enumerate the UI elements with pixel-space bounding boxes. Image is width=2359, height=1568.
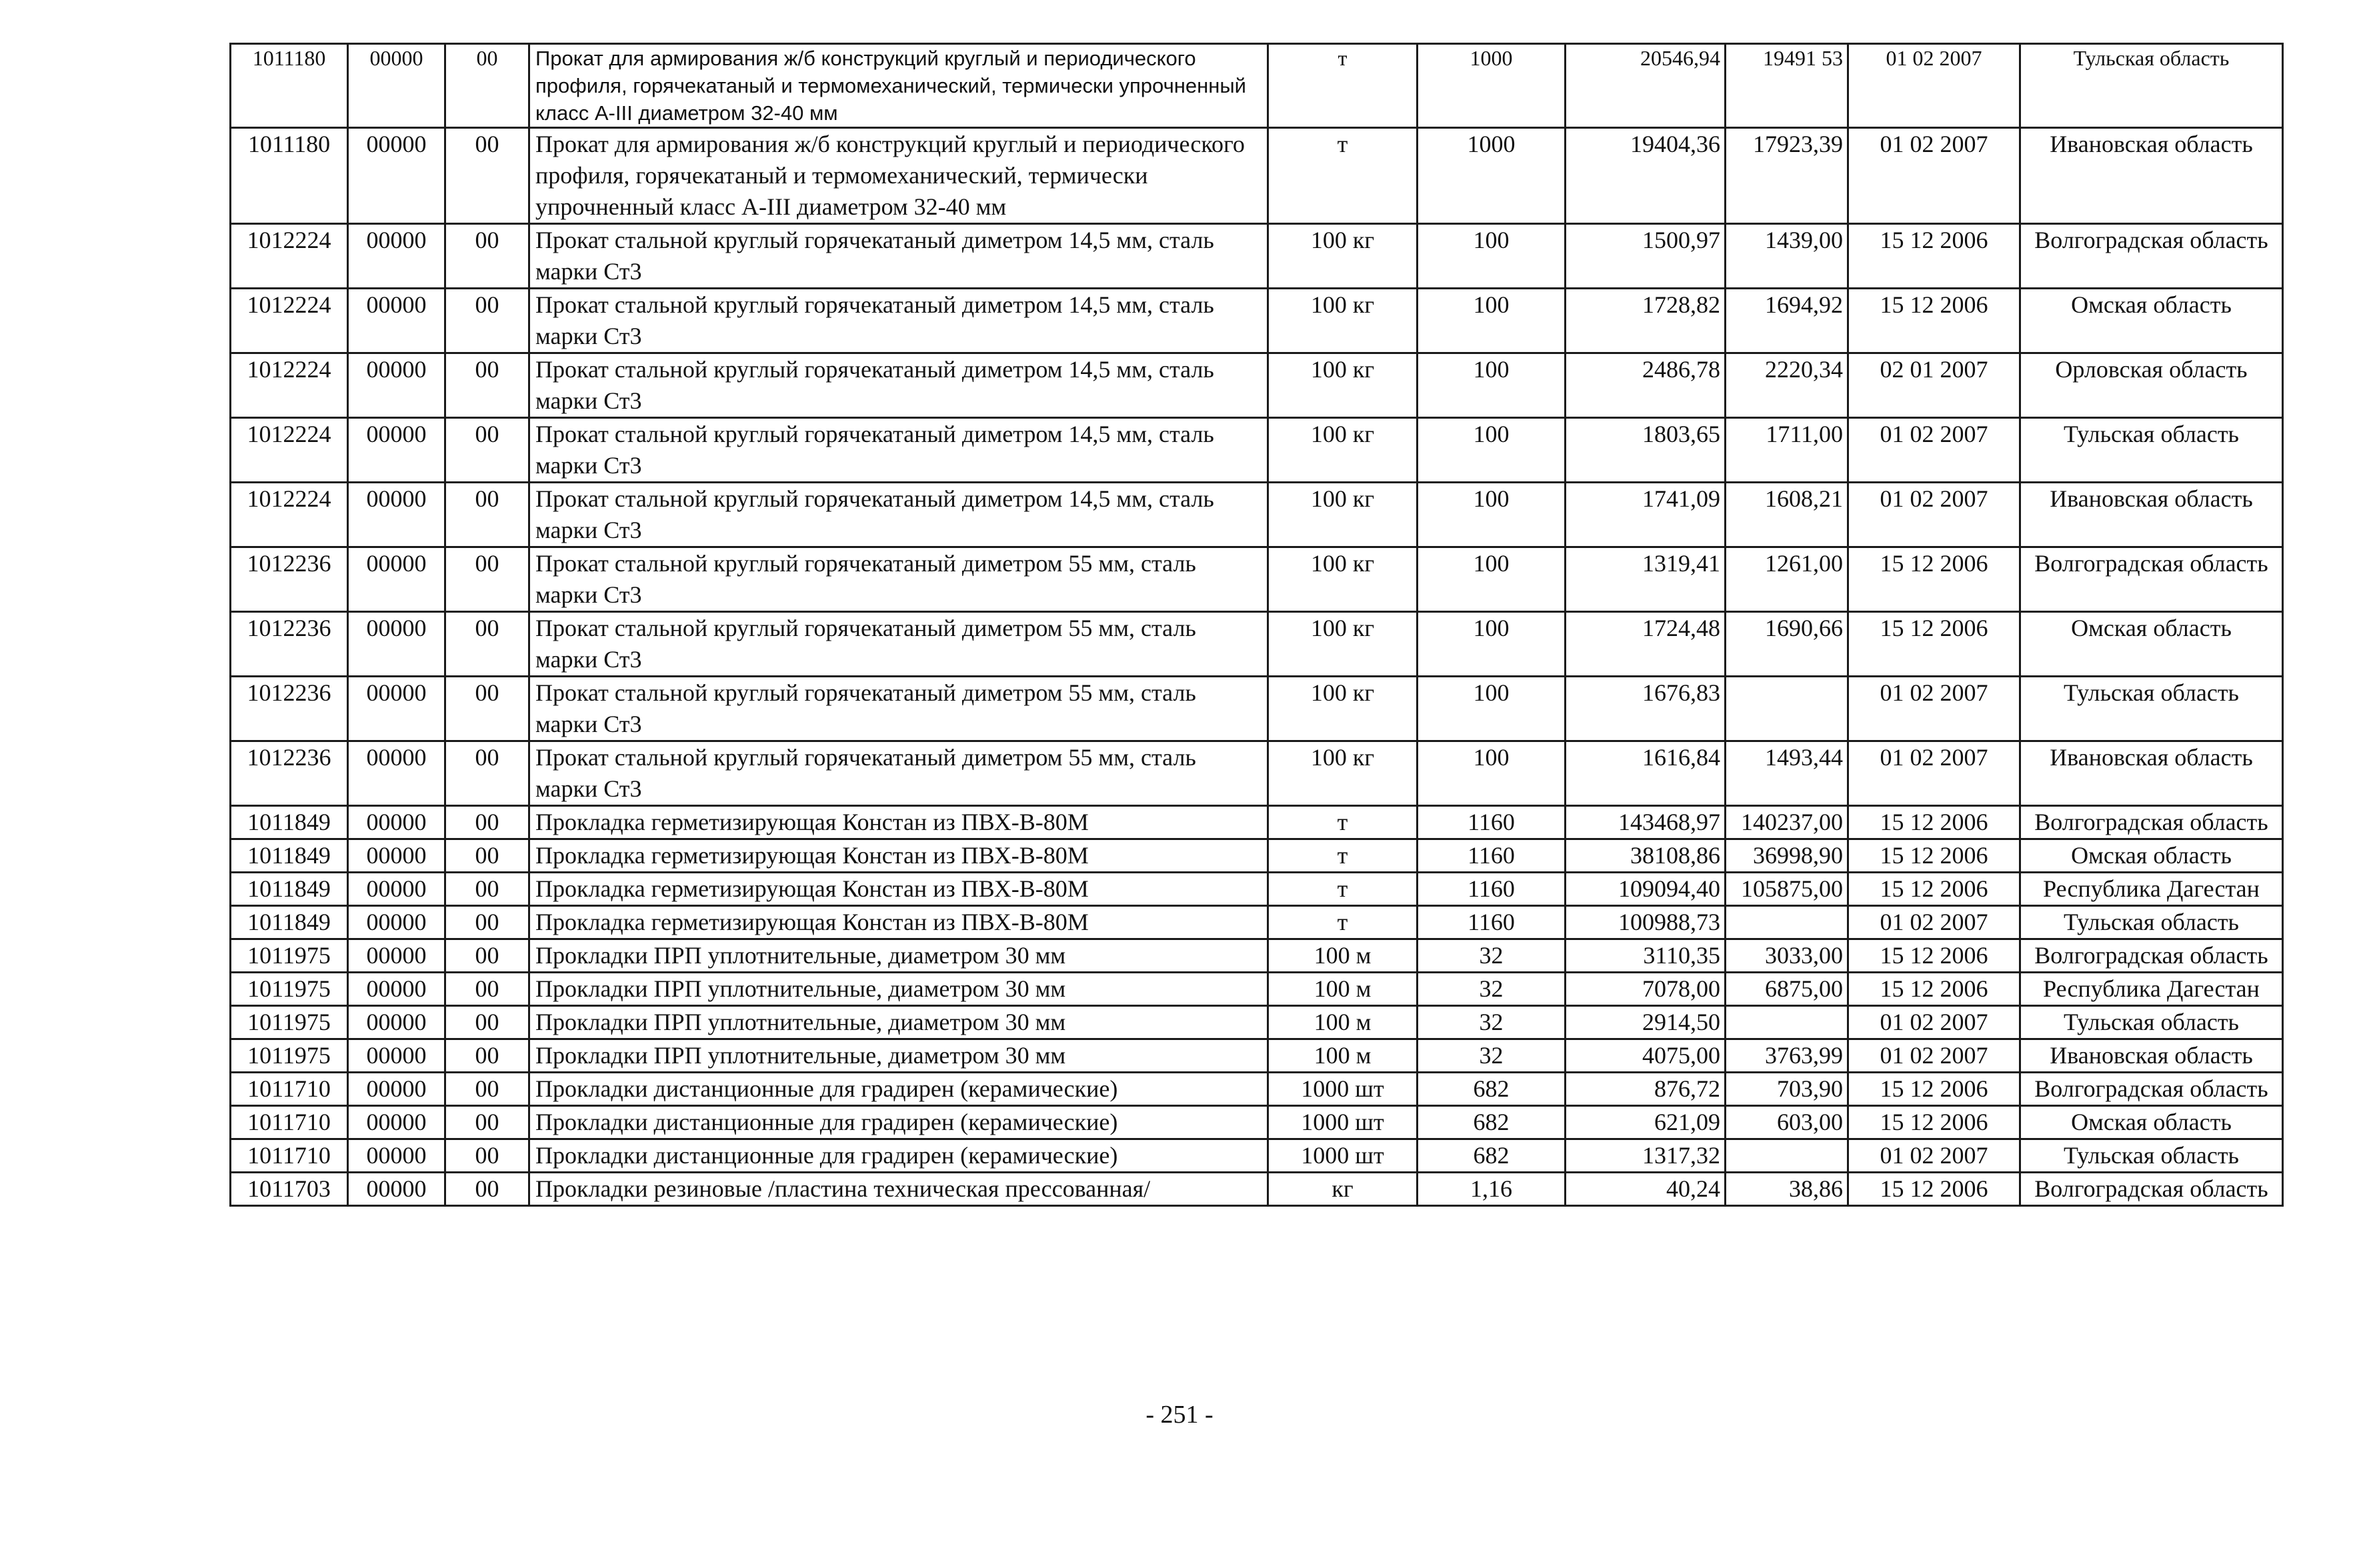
cell-extcode: 00 (445, 128, 529, 224)
cell-date: 01 02 2007 (1848, 128, 2020, 224)
cell-region: Волгоградская область (2020, 1073, 2283, 1106)
cell-date: 01 02 2007 (1848, 483, 2020, 547)
cell-quantity: 100 (1418, 483, 1566, 547)
cell-date: 01 02 2007 (1848, 418, 2020, 483)
cell-extcode: 00 (445, 1006, 529, 1039)
cell-quantity: 100 (1418, 612, 1566, 677)
cell-code: 1012236 (231, 741, 348, 806)
cell-code: 1011849 (231, 806, 348, 839)
cell-subcode: 00000 (348, 353, 445, 418)
cell-extcode: 00 (445, 418, 529, 483)
cell-code: 1011975 (231, 1039, 348, 1073)
cell-quantity: 100 (1418, 741, 1566, 806)
cell-price-without-vat: 2220,34 (1726, 353, 1848, 418)
table-row (231, 289, 2283, 353)
cell-name: Прокладки дистанционные для градирен (керамические) (529, 1073, 1268, 1106)
cell-price-with-vat: 1319,41 (1566, 547, 1726, 612)
cell-region: Тульская область (2020, 418, 2283, 483)
cell-price-with-vat: 109094,40 (1566, 873, 1726, 906)
cell-date: 15 12 2006 (1848, 224, 2020, 289)
table-row (231, 1006, 2283, 1039)
cell-name: Прокат стальной круглый горячекатаный диметром 55 мм, сталь марки Ст3 (529, 741, 1268, 806)
cell-name: Прокладки резиновые /пластина техническая прессованная/ (529, 1173, 1268, 1206)
table-row (231, 906, 2283, 939)
cell-extcode: 00 (445, 906, 529, 939)
cell-date: 15 12 2006 (1848, 612, 2020, 677)
cell-code: 1012224 (231, 224, 348, 289)
cell-subcode: 00000 (348, 1173, 445, 1206)
cell-subcode: 00000 (348, 418, 445, 483)
cell-subcode: 00000 (348, 483, 445, 547)
cell-subcode: 00000 (348, 741, 445, 806)
cell-date: 01 02 2007 (1848, 741, 2020, 806)
cell-extcode: 00 (445, 547, 529, 612)
cell-subcode: 00000 (348, 906, 445, 939)
cell-price-without-vat: 105875,00 (1726, 873, 1848, 906)
cell-name: Прокат стальной круглый горячекатаный диметром 14,5 мм, сталь марки Ст3 (529, 224, 1268, 289)
cell-code: 1011710 (231, 1106, 348, 1139)
cell-quantity: 32 (1418, 1006, 1566, 1039)
cell-date: 15 12 2006 (1848, 873, 2020, 906)
cell-code: 1011975 (231, 1006, 348, 1039)
cell-quantity: 1160 (1418, 906, 1566, 939)
cell-price-with-vat: 1724,48 (1566, 612, 1726, 677)
cell-region: Республика Дагестан (2020, 973, 2283, 1006)
price-table (229, 43, 2284, 1207)
cell-name: Прокат стальной круглый горячекатаный диметром 14,5 мм, сталь марки Ст3 (529, 483, 1268, 547)
table-row (231, 973, 2283, 1006)
table-row (231, 873, 2283, 906)
cell-date: 15 12 2006 (1848, 547, 2020, 612)
table-row (231, 44, 2283, 128)
cell-extcode: 00 (445, 677, 529, 741)
cell-subcode: 00000 (348, 128, 445, 224)
table-row (231, 939, 2283, 973)
cell-name: Прокладки ПРП уплотнительные, диаметром 30 мм (529, 973, 1268, 1006)
cell-extcode: 00 (445, 1106, 529, 1139)
cell-price-with-vat: 1803,65 (1566, 418, 1726, 483)
table-row (231, 1073, 2283, 1106)
cell-region: Ивановская область (2020, 1039, 2283, 1073)
cell-extcode: 00 (445, 806, 529, 839)
cell-subcode: 00000 (348, 677, 445, 741)
cell-quantity: 1000 (1418, 44, 1566, 128)
cell-unit: 100 кг (1268, 741, 1418, 806)
cell-date: 01 02 2007 (1848, 1006, 2020, 1039)
cell-extcode: 00 (445, 839, 529, 873)
cell-price-with-vat: 143468,97 (1566, 806, 1726, 839)
cell-price-without-vat: 703,90 (1726, 1073, 1848, 1106)
cell-price-with-vat: 1317,32 (1566, 1139, 1726, 1173)
cell-region: Волгоградская область (2020, 1173, 2283, 1206)
table-row (231, 353, 2283, 418)
cell-price-without-vat: 1694,92 (1726, 289, 1848, 353)
cell-unit: 100 кг (1268, 483, 1418, 547)
cell-region: Омская область (2020, 289, 2283, 353)
cell-code: 1011710 (231, 1073, 348, 1106)
cell-region: Волгоградская область (2020, 224, 2283, 289)
table-row (231, 1173, 2283, 1206)
cell-extcode: 00 (445, 741, 529, 806)
cell-code: 1012224 (231, 289, 348, 353)
cell-extcode: 00 (445, 612, 529, 677)
cell-price-with-vat: 1676,83 (1566, 677, 1726, 741)
cell-date: 15 12 2006 (1848, 939, 2020, 973)
cell-price-without-vat: 140237,00 (1726, 806, 1848, 839)
cell-region: Омская область (2020, 1106, 2283, 1139)
cell-code: 1011180 (231, 128, 348, 224)
cell-subcode: 00000 (348, 44, 445, 128)
cell-price-without-vat: 38,86 (1726, 1173, 1848, 1206)
cell-name: Прокат стальной круглый горячекатаный диметром 14,5 мм, сталь марки Ст3 (529, 289, 1268, 353)
cell-unit: т (1268, 906, 1418, 939)
cell-name: Прокладка герметизирующая Констан из ПВХ-В-80М (529, 873, 1268, 906)
cell-price-with-vat: 2486,78 (1566, 353, 1726, 418)
cell-region: Ивановская область (2020, 128, 2283, 224)
cell-quantity: 1000 (1418, 128, 1566, 224)
cell-subcode: 00000 (348, 1106, 445, 1139)
cell-price-without-vat (1726, 677, 1848, 741)
cell-region: Волгоградская область (2020, 806, 2283, 839)
cell-quantity: 100 (1418, 547, 1566, 612)
cell-name: Прокат стальной круглый горячекатаный диметром 14,5 мм, сталь марки Ст3 (529, 418, 1268, 483)
cell-region: Ивановская область (2020, 741, 2283, 806)
cell-unit: 1000 шт (1268, 1073, 1418, 1106)
cell-extcode: 00 (445, 939, 529, 973)
cell-subcode: 00000 (348, 939, 445, 973)
cell-subcode: 00000 (348, 1073, 445, 1106)
cell-extcode: 00 (445, 483, 529, 547)
cell-price-with-vat: 100988,73 (1566, 906, 1726, 939)
cell-region: Ивановская область (2020, 483, 2283, 547)
cell-region: Тульская область (2020, 1139, 2283, 1173)
cell-unit: 1000 шт (1268, 1139, 1418, 1173)
cell-unit: 100 м (1268, 973, 1418, 1006)
cell-unit: 100 кг (1268, 353, 1418, 418)
table-row (231, 1106, 2283, 1139)
cell-price-with-vat: 3110,35 (1566, 939, 1726, 973)
cell-price-without-vat: 1608,21 (1726, 483, 1848, 547)
cell-quantity: 100 (1418, 353, 1566, 418)
cell-unit: 100 кг (1268, 677, 1418, 741)
cell-date: 01 02 2007 (1848, 1039, 2020, 1073)
cell-extcode: 00 (445, 289, 529, 353)
cell-price-without-vat: 36998,90 (1726, 839, 1848, 873)
cell-date: 15 12 2006 (1848, 1173, 2020, 1206)
cell-price-with-vat: 38108,86 (1566, 839, 1726, 873)
page-number: - 251 - (1145, 1401, 1214, 1429)
cell-unit: т (1268, 873, 1418, 906)
cell-name: Прокладка герметизирующая Констан из ПВХ-В-80М (529, 839, 1268, 873)
cell-code: 1011975 (231, 973, 348, 1006)
cell-region: Тульская область (2020, 1006, 2283, 1039)
cell-subcode: 00000 (348, 1006, 445, 1039)
cell-price-without-vat: 1493,44 (1726, 741, 1848, 806)
cell-extcode: 00 (445, 1073, 529, 1106)
cell-name: Прокладки ПРП уплотнительные, диаметром 30 мм (529, 939, 1268, 973)
cell-unit: 1000 шт (1268, 1106, 1418, 1139)
cell-price-without-vat: 3033,00 (1726, 939, 1848, 973)
cell-code: 1012224 (231, 418, 348, 483)
cell-subcode: 00000 (348, 289, 445, 353)
cell-quantity: 100 (1418, 677, 1566, 741)
cell-unit: т (1268, 128, 1418, 224)
cell-unit: т (1268, 839, 1418, 873)
cell-unit: 100 м (1268, 1006, 1418, 1039)
cell-date: 01 02 2007 (1848, 1139, 2020, 1173)
cell-quantity: 100 (1418, 418, 1566, 483)
cell-price-with-vat: 1616,84 (1566, 741, 1726, 806)
cell-price-without-vat (1726, 1006, 1848, 1039)
cell-date: 15 12 2006 (1848, 839, 2020, 873)
cell-price-without-vat: 1439,00 (1726, 224, 1848, 289)
cell-price-with-vat: 1728,82 (1566, 289, 1726, 353)
cell-date: 15 12 2006 (1848, 806, 2020, 839)
cell-unit: т (1268, 806, 1418, 839)
cell-region: Волгоградская область (2020, 939, 2283, 973)
cell-extcode: 00 (445, 353, 529, 418)
cell-price-with-vat: 40,24 (1566, 1173, 1726, 1206)
cell-extcode: 00 (445, 1139, 529, 1173)
cell-name: Прокат стальной круглый горячекатаный диметром 55 мм, сталь марки Ст3 (529, 677, 1268, 741)
cell-subcode: 00000 (348, 806, 445, 839)
cell-unit: 100 м (1268, 939, 1418, 973)
cell-quantity: 682 (1418, 1073, 1566, 1106)
cell-price-without-vat: 1711,00 (1726, 418, 1848, 483)
cell-quantity: 32 (1418, 939, 1566, 973)
cell-subcode: 00000 (348, 839, 445, 873)
cell-name: Прокат стальной круглый горячекатаный диметром 55 мм, сталь марки Ст3 (529, 547, 1268, 612)
cell-subcode: 00000 (348, 224, 445, 289)
cell-price-with-vat: 4075,00 (1566, 1039, 1726, 1073)
cell-code: 1011180 (231, 44, 348, 128)
cell-price-without-vat: 1261,00 (1726, 547, 1848, 612)
cell-name: Прокладки дистанционные для градирен (керамические) (529, 1106, 1268, 1139)
cell-quantity: 32 (1418, 1039, 1566, 1073)
cell-region: Тульская область (2020, 44, 2283, 128)
cell-extcode: 00 (445, 1173, 529, 1206)
cell-subcode: 00000 (348, 873, 445, 906)
cell-price-with-vat: 20546,94 (1566, 44, 1726, 128)
cell-quantity: 1,16 (1418, 1173, 1566, 1206)
table-row (231, 483, 2283, 547)
cell-quantity: 1160 (1418, 839, 1566, 873)
cell-date: 15 12 2006 (1848, 973, 2020, 1006)
table-row (231, 612, 2283, 677)
cell-price-with-vat: 1500,97 (1566, 224, 1726, 289)
table-row (231, 1139, 2283, 1173)
cell-quantity: 32 (1418, 973, 1566, 1006)
cell-unit: 100 кг (1268, 418, 1418, 483)
cell-date: 01 02 2007 (1848, 677, 2020, 741)
cell-name: Прокладки ПРП уплотнительные, диаметром 30 мм (529, 1039, 1268, 1073)
table-row (231, 547, 2283, 612)
cell-subcode: 00000 (348, 547, 445, 612)
cell-unit: 100 кг (1268, 612, 1418, 677)
cell-code: 1011849 (231, 873, 348, 906)
cell-extcode: 00 (445, 873, 529, 906)
cell-date: 01 02 2007 (1848, 906, 2020, 939)
cell-date: 15 12 2006 (1848, 1073, 2020, 1106)
cell-code: 1012236 (231, 677, 348, 741)
cell-extcode: 00 (445, 973, 529, 1006)
cell-code: 1011975 (231, 939, 348, 973)
cell-price-without-vat: 17923,39 (1726, 128, 1848, 224)
table-body (231, 44, 2283, 1206)
cell-price-without-vat: 3763,99 (1726, 1039, 1848, 1073)
cell-region: Омская область (2020, 839, 2283, 873)
cell-price-with-vat: 1741,09 (1566, 483, 1726, 547)
cell-region: Тульская область (2020, 677, 2283, 741)
cell-name: Прокат для армирования ж/б конструкций круглый и периодического профиля, горячекатаный и термомеханический, термически упрочненный класс А-III диаметром 32-40 мм (529, 44, 1268, 128)
cell-quantity: 100 (1418, 224, 1566, 289)
cell-code: 1012224 (231, 353, 348, 418)
table-row (231, 1039, 2283, 1073)
cell-price-without-vat: 603,00 (1726, 1106, 1848, 1139)
cell-name: Прокладки ПРП уплотнительные, диаметром 30 мм (529, 1006, 1268, 1039)
cell-price-with-vat: 2914,50 (1566, 1006, 1726, 1039)
cell-unit: 100 кг (1268, 224, 1418, 289)
cell-price-with-vat: 621,09 (1566, 1106, 1726, 1139)
cell-code: 1012236 (231, 612, 348, 677)
cell-region: Волгоградская область (2020, 547, 2283, 612)
cell-extcode: 00 (445, 44, 529, 128)
cell-price-with-vat: 19404,36 (1566, 128, 1726, 224)
cell-price-with-vat: 876,72 (1566, 1073, 1726, 1106)
cell-subcode: 00000 (348, 1039, 445, 1073)
cell-quantity: 682 (1418, 1106, 1566, 1139)
cell-unit: 100 кг (1268, 547, 1418, 612)
cell-name: Прокладка герметизирующая Констан из ПВХ-В-80М (529, 906, 1268, 939)
cell-code: 1011703 (231, 1173, 348, 1206)
cell-name: Прокат стальной круглый горячекатаный диметром 14,5 мм, сталь марки Ст3 (529, 353, 1268, 418)
cell-code: 1011849 (231, 839, 348, 873)
cell-date: 15 12 2006 (1848, 1106, 2020, 1139)
table-row (231, 128, 2283, 224)
table-row (231, 741, 2283, 806)
table-row (231, 418, 2283, 483)
cell-unit: 100 кг (1268, 289, 1418, 353)
cell-region: Республика Дагестан (2020, 873, 2283, 906)
cell-region: Омская область (2020, 612, 2283, 677)
cell-code: 1012236 (231, 547, 348, 612)
cell-extcode: 00 (445, 1039, 529, 1073)
cell-code: 1011710 (231, 1139, 348, 1173)
cell-price-without-vat: 1690,66 (1726, 612, 1848, 677)
cell-unit: кг (1268, 1173, 1418, 1206)
table-row (231, 677, 2283, 741)
cell-name: Прокладка герметизирующая Констан из ПВХ-В-80М (529, 806, 1268, 839)
cell-subcode: 00000 (348, 1139, 445, 1173)
cell-date: 01 02 2007 (1848, 44, 2020, 128)
cell-name: Прокладки дистанционные для градирен (керамические) (529, 1139, 1268, 1173)
cell-price-without-vat (1726, 906, 1848, 939)
cell-price-without-vat: 19491 53 (1726, 44, 1848, 128)
cell-name: Прокат для армирования ж/б конструкций круглый и периодического профиля, горячекатаный и термомеханический, термически упрочненный класс А-III диаметром 32-40 мм (529, 128, 1268, 224)
cell-name: Прокат стальной круглый горячекатаный диметром 55 мм, сталь марки Ст3 (529, 612, 1268, 677)
cell-unit: т (1268, 44, 1418, 128)
cell-code: 1011849 (231, 906, 348, 939)
cell-price-without-vat: 6875,00 (1726, 973, 1848, 1006)
cell-quantity: 682 (1418, 1139, 1566, 1173)
cell-quantity: 1160 (1418, 806, 1566, 839)
table-row (231, 806, 2283, 839)
cell-date: 02 01 2007 (1848, 353, 2020, 418)
cell-quantity: 1160 (1418, 873, 1566, 906)
cell-code: 1012224 (231, 483, 348, 547)
cell-region: Тульская область (2020, 906, 2283, 939)
cell-price-with-vat: 7078,00 (1566, 973, 1726, 1006)
cell-unit: 100 м (1268, 1039, 1418, 1073)
cell-date: 15 12 2006 (1848, 289, 2020, 353)
cell-region: Орловская область (2020, 353, 2283, 418)
cell-subcode: 00000 (348, 612, 445, 677)
cell-price-without-vat (1726, 1139, 1848, 1173)
table-row (231, 224, 2283, 289)
table-row (231, 839, 2283, 873)
cell-quantity: 100 (1418, 289, 1566, 353)
cell-extcode: 00 (445, 224, 529, 289)
cell-subcode: 00000 (348, 973, 445, 1006)
